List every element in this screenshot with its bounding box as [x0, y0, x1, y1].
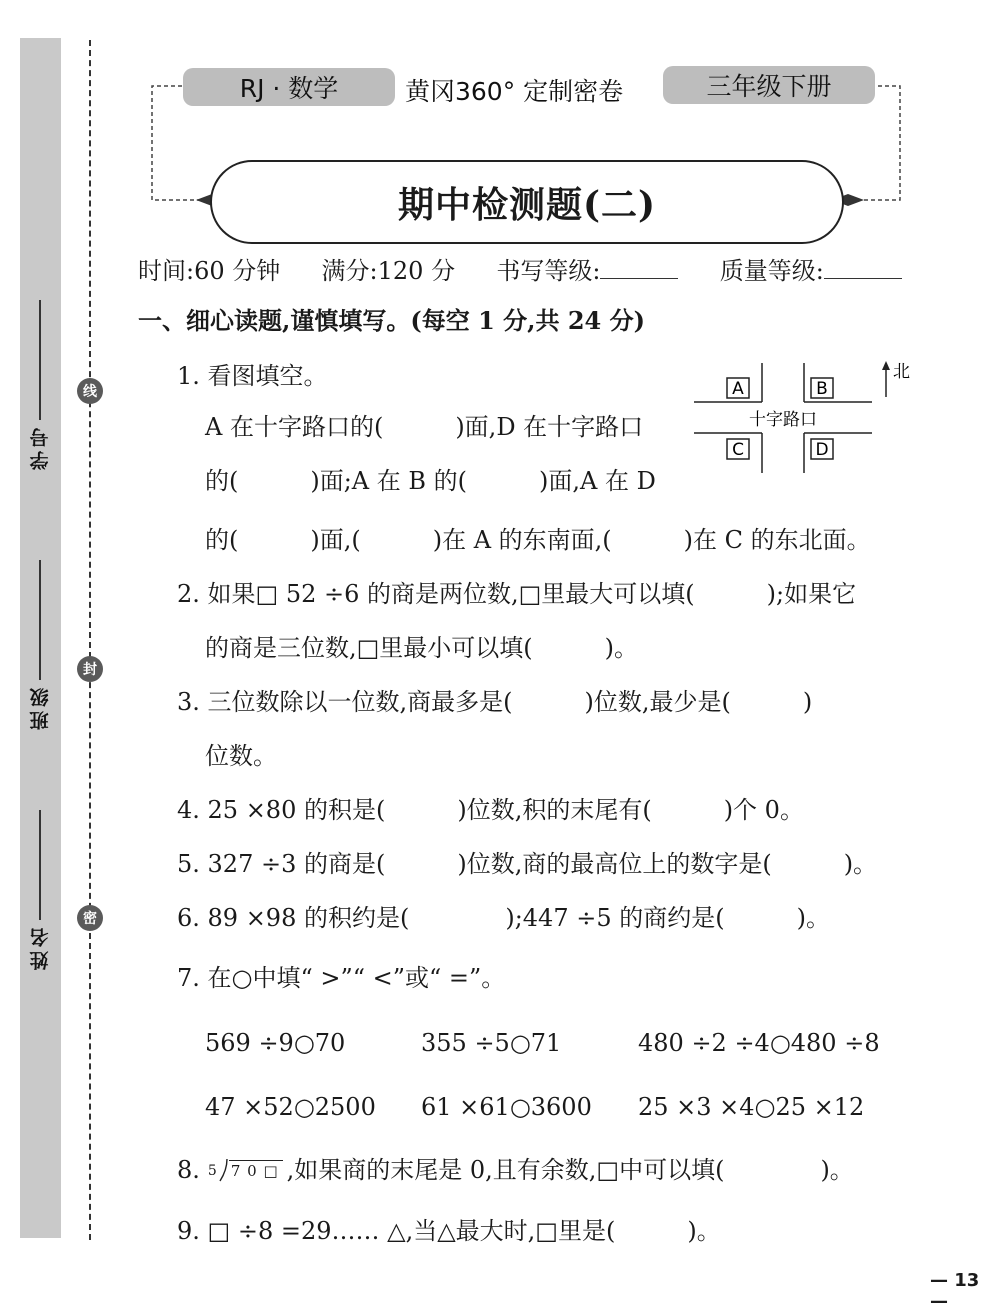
map-label-c: C	[732, 440, 744, 460]
q1-line-1[interactable]: A 在十字路口的( )面,D 在十字路口	[205, 413, 644, 441]
crossroads-label: 十字路口	[749, 410, 817, 430]
q3-line-1[interactable]: 3. 三位数除以一位数,商最多是( )位数,最少是( )	[177, 688, 813, 716]
class-field	[18, 530, 62, 730]
seal-line-mark: 线	[77, 378, 103, 404]
q8-divisor: 5	[207, 1163, 217, 1179]
quality-grade-label: 质量等级:	[719, 257, 824, 285]
writing-grade-blank[interactable]	[600, 256, 678, 279]
q7-item-1[interactable]: 569 ÷9○70	[205, 1029, 346, 1057]
q7-item-2[interactable]: 355 ÷5○71	[421, 1029, 562, 1057]
q7-stem: 7. 在○中填“ >”“ <”或“ =”。	[177, 964, 506, 992]
class-line[interactable]	[39, 560, 41, 680]
q6-line[interactable]: 6. 89 ×98 的积约是( );447 ÷5 的商约是( )。	[177, 904, 830, 932]
q7-item-3[interactable]: 480 ÷2 ÷4○480 ÷8	[638, 1029, 880, 1057]
student-id-field	[18, 270, 62, 470]
student-id-label: 学号	[29, 424, 52, 470]
grade-badge: 三年级下册	[663, 66, 875, 104]
series-title: 黄冈360° 定制密卷	[405, 77, 624, 106]
division-bracket-icon	[219, 1158, 229, 1182]
exam-title-banner	[210, 160, 844, 244]
q7-item-6[interactable]: 25 ×3 ×4○25 ×12	[638, 1093, 865, 1121]
page-number: — 13 —	[930, 1270, 980, 1312]
time-info: 时间:60 分钟	[138, 257, 281, 285]
long-division-bracket	[219, 1158, 283, 1182]
cut-line	[89, 40, 91, 1240]
name-line[interactable]	[39, 810, 41, 920]
q5-line[interactable]: 5. 327 ÷3 的商是( )位数,商的最高位上的数字是( )。	[177, 850, 878, 878]
class-label: 班级	[29, 684, 52, 730]
q8-rest: ,如果商的末尾是 0,且有余数,□中可以填( )。	[286, 1156, 854, 1184]
q8-number: 8.	[177, 1156, 200, 1184]
q1-stem: 1. 看图填空。	[177, 362, 328, 390]
exam-title: 期中检测题(二)	[397, 183, 657, 226]
map-label-d: D	[815, 440, 829, 460]
q4-line[interactable]: 4. 25 ×80 的积是( )位数,积的末尾有( )个 0。	[177, 796, 804, 824]
subject-badge: RJ · 数学	[183, 68, 395, 106]
q7-item-4[interactable]: 47 ×52○2500	[205, 1093, 376, 1121]
q1-line-3[interactable]: 的( )面,( )在 A 的东南面,( )在 C 的东北面。	[205, 526, 871, 554]
seal-secret-mark: 密	[77, 905, 103, 931]
section-1-title: 一、细心读题,谨慎填写。(每空 1 分,共 24 分)	[138, 306, 645, 335]
q2-line-2[interactable]: 的商是三位数,□里最小可以填( )。	[205, 634, 639, 662]
map-label-b: B	[816, 379, 828, 399]
q7-item-5[interactable]: 61 ×61○3600	[421, 1093, 592, 1121]
quality-grade-blank[interactable]	[824, 256, 902, 279]
meta-line	[138, 256, 902, 286]
map-label-a: A	[732, 379, 744, 399]
q8-dividend: 7 0 □	[229, 1160, 283, 1181]
q8-line[interactable]	[177, 1154, 854, 1186]
q2-line-1[interactable]: 2. 如果□ 52 ÷6 的商是两位数,□里最大可以填( );如果它	[177, 580, 857, 608]
full-score-info: 满分:120 分	[321, 257, 456, 285]
name-label: 姓名	[29, 924, 52, 970]
crossroads-diagram	[690, 355, 920, 480]
north-label: 北	[893, 362, 910, 382]
seal-seal-mark: 封	[77, 656, 103, 682]
q3-line-2: 位数。	[205, 742, 277, 770]
q1-line-2[interactable]: 的( )面;A 在 B 的( )面,A 在 D	[205, 467, 656, 495]
student-id-line[interactable]	[39, 300, 41, 420]
name-field	[18, 790, 62, 970]
q9-line[interactable]: 9. □ ÷8 =29…… △,当△最大时,□里是( )。	[177, 1217, 721, 1245]
writing-grade-label: 书写等级:	[496, 257, 601, 285]
